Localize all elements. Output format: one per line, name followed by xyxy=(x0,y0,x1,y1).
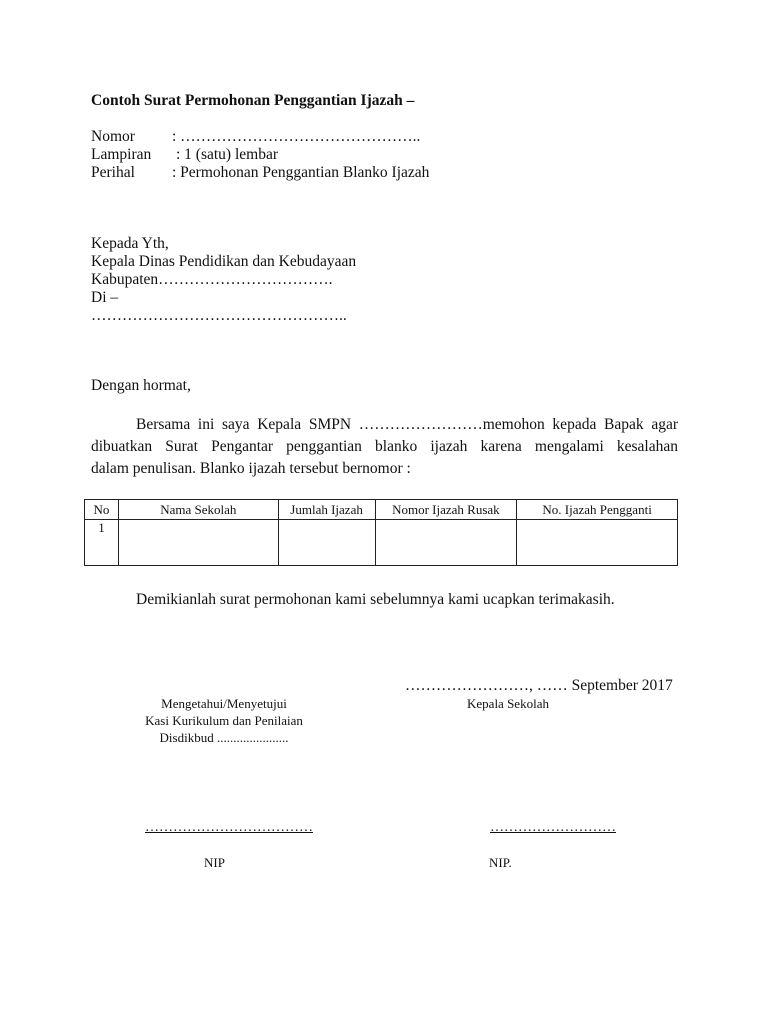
body-line-2: dibuatkan Surat Pengantar penggantian blanko ijazah karena mengalami kesalahan xyxy=(91,438,678,455)
table-header-cell: No. Ijazah Pengganti xyxy=(517,500,678,520)
left-sign-block xyxy=(113,695,335,746)
address-line-3: Kabupaten……………………………. xyxy=(91,271,333,288)
address-line-1: Kepada Yth, xyxy=(91,235,169,252)
address-line-5: ………………………………………….. xyxy=(91,307,347,324)
letter-title: Contoh Surat Permohonan Penggantian Ijazah – xyxy=(91,92,415,109)
left-signature-line: ……………………………… xyxy=(145,820,313,835)
meta-label-nomor: Nomor xyxy=(91,128,135,145)
body-paragraph xyxy=(91,414,678,480)
left-nip-label: NIP xyxy=(204,855,225,870)
table-header-row xyxy=(85,500,678,520)
closing-sentence: Demikianlah surat permohonan kami sebelumnya kami ucapkan terimakasih. xyxy=(136,591,615,608)
table-header-cell: Nama Sekolah xyxy=(118,500,278,520)
left-sign-line-2: Kasi Kurikulum dan Penilaian xyxy=(145,713,303,728)
right-sign-role: Kepala Sekolah xyxy=(467,696,549,711)
table-cell: 1 xyxy=(85,520,119,566)
table-row xyxy=(85,520,678,566)
ijazah-table xyxy=(84,499,678,566)
table-header-cell: Nomor Ijazah Rusak xyxy=(375,500,517,520)
date-line: ……………………, …… September 2017 xyxy=(405,677,673,694)
left-sign-line-1: Mengetahui/Menyetujui xyxy=(161,696,287,711)
table-cell xyxy=(375,520,517,566)
meta-value-nomor: : ……………………………………….. xyxy=(172,128,421,145)
meta-value-perihal: : Permohonan Penggantian Blanko Ijazah xyxy=(172,164,430,181)
left-sign-line-3: Disdikbud ...................... xyxy=(159,730,289,745)
body-line-3: dalam penulisan. Blanko ijazah tersebut bernomor : xyxy=(91,460,411,477)
meta-value-lampiran: : 1 (satu) lembar xyxy=(176,146,279,163)
meta-label-perihal: Perihal xyxy=(91,164,135,181)
table-header-cell: No xyxy=(85,500,119,520)
greeting: Dengan hormat, xyxy=(91,377,191,394)
right-nip-label: NIP. xyxy=(489,855,512,870)
address-line-4: Di – xyxy=(91,289,119,306)
right-signature-line: ……………………… xyxy=(490,820,616,835)
body-line-1: Bersama ini saya Kepala SMPN ……………………memohon kepada Bapak agar xyxy=(136,416,678,433)
meta-label-lampiran: Lampiran xyxy=(91,146,152,163)
table-cell xyxy=(118,520,278,566)
table-cell xyxy=(278,520,375,566)
address-line-2: Kepala Dinas Pendidikan dan Kebudayaan xyxy=(91,253,357,270)
table-cell xyxy=(517,520,678,566)
table-header-cell: Jumlah Ijazah xyxy=(278,500,375,520)
